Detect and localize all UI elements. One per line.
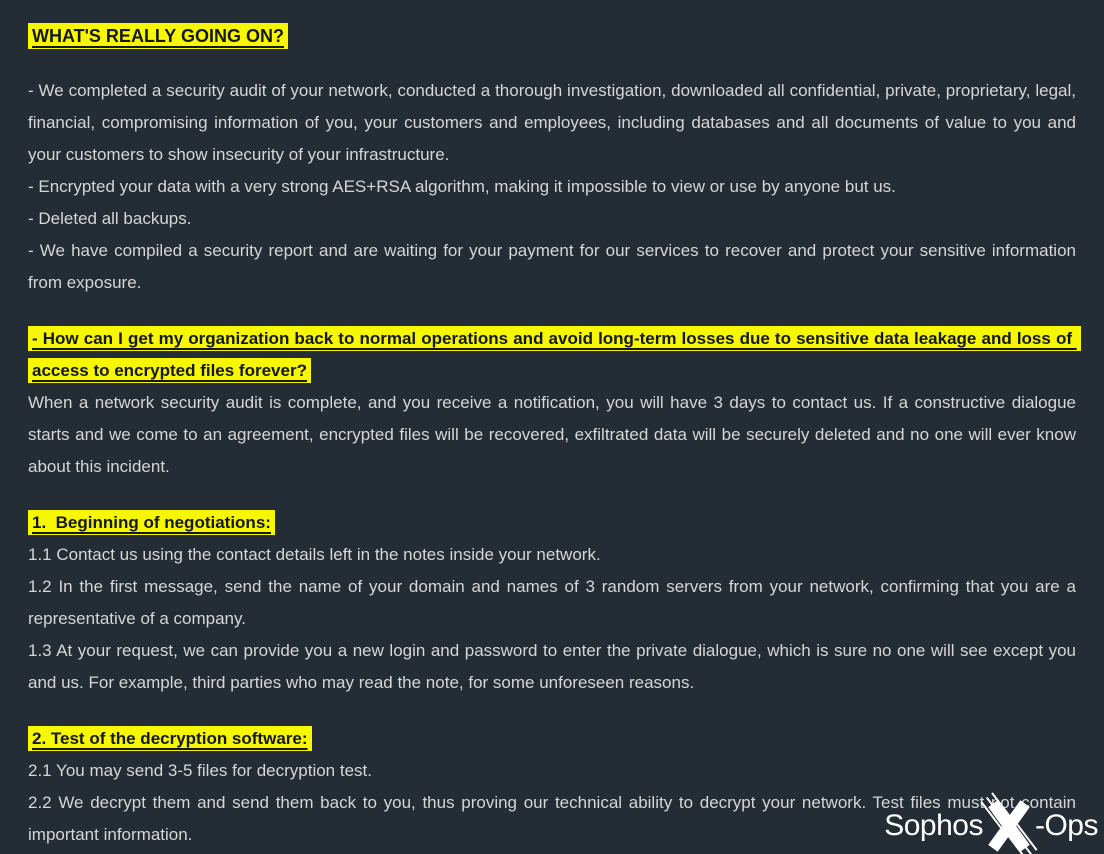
watermark-sophos-text: Sophos <box>884 809 983 842</box>
note-title: WHAT'S REALLY GOING ON? <box>28 23 288 49</box>
negotiations-heading-block <box>28 507 1076 539</box>
negotiations-item-2: 1.2 In the first message, send the name of your domain and names of 3 random servers from your network, confirming that you are a representative of a company. <box>28 577 1076 628</box>
negotiations-item-3: 1.3 At your request, we can provide you a new login and password to enter the private dialogue, which is sure no one will see except you and us. For example, third parties who may read the note, for some unforeseen reasons. <box>28 641 1076 692</box>
negotiations-item-1: 1.1 Contact us using the contact details left in the notes inside your network. <box>28 545 601 564</box>
intro-bullet-3: - Deleted all backups. <box>28 209 192 228</box>
question-heading: - How can I get my organization back to normal operations and avoid long-term losses due to sensitive data leakage and loss of access to encrypted files forever? <box>28 326 1081 383</box>
question-section <box>28 323 1076 483</box>
question-body: When a network security audit is complete, and you receive a notification, you will have 3 days to contact us. If a constructive dialogue starts and we come to an agreement, encrypted files will be recovered, exfiltrated data will be securely deleted and no one will ever know about this incident. <box>28 393 1076 476</box>
decryption-test-heading-block <box>28 723 1076 755</box>
intro-bullet-2: - Encrypted your data with a very strong AES+RSA algorithm, making it impossible to view or use by anyone but us. <box>28 177 896 196</box>
x-ops-x-icon <box>984 800 1034 852</box>
note-title-block <box>28 20 1076 53</box>
question-heading-block <box>28 323 1076 387</box>
decryption-test-item-2: 2.2 We decrypt them and send them back to you, thus proving our technical ability to decrypt your network. Test files must not contain important information. <box>28 793 1076 844</box>
negotiations-heading: 1. Beginning of negotiations: <box>28 510 275 535</box>
negotiations-section <box>28 507 1076 699</box>
decryption-test-heading: 2. Test of the decryption software: <box>28 726 312 751</box>
decryption-test-item-1: 2.1 You may send 3-5 files for decryption test. <box>28 761 372 780</box>
ransom-note <box>28 20 1076 851</box>
watermark-ops-text: -Ops <box>1034 809 1098 842</box>
sophos-x-ops-watermark <box>884 800 1098 852</box>
intro-bullet-4: - We have compiled a security report and are waiting for your payment for our services to recover and protect your sensitive information from exposure. <box>28 241 1076 292</box>
intro-bullet-1: - We completed a security audit of your network, conducted a thorough investigation, downloaded all confidential, private, proprietary, legal, financial, compromising information of you, your customers and employees, including databases and all documents of value to you and your customers to show insecurity of your infrastructure. <box>28 81 1076 164</box>
